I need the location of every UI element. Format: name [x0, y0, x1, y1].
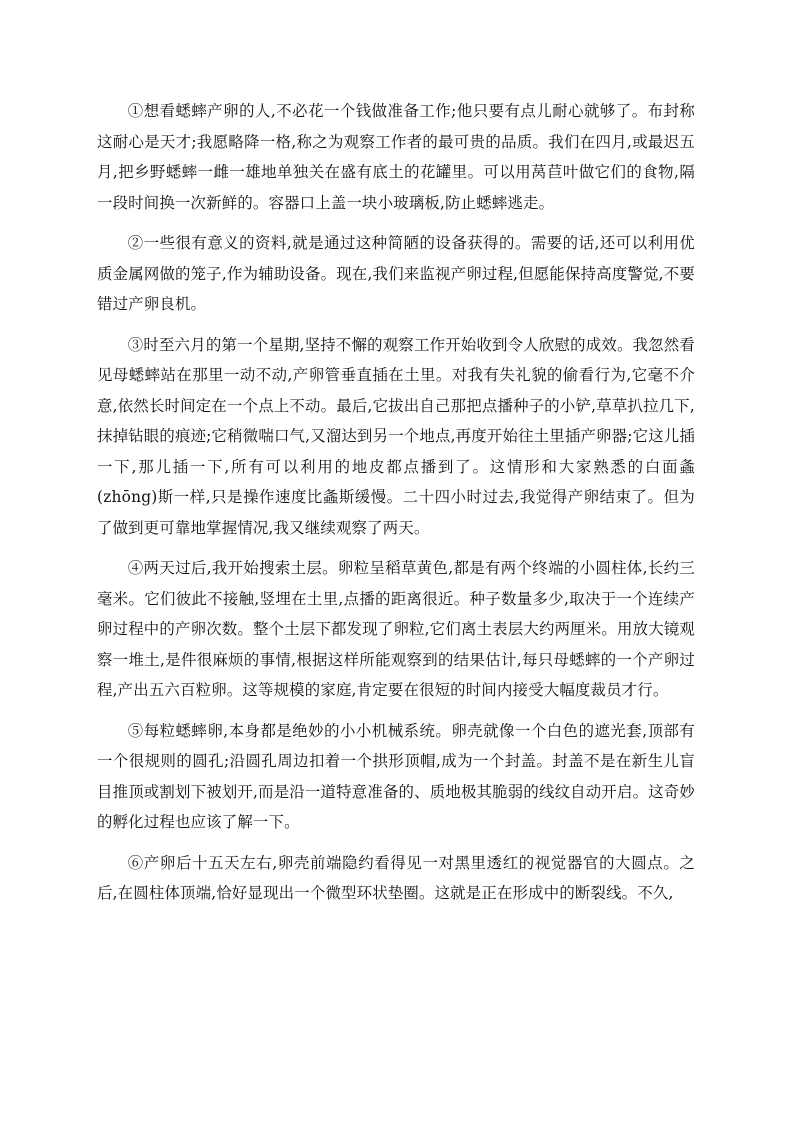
paragraph-5: ⑤每粒蟋蟀卵,本身都是绝妙的小小机械系统。卵壳就像一个白色的遮光套,顶部有一个很规则的圆孔;沿圆孔周边扣着一个拱形顶帽,成为一个封盖。封盖不是在新生儿盲目推顶或割划下被划开,而是沿一道特意准备的、质地极其脆弱的线纹自动开启。这奇妙的孵化过程也应该了解一下。	[97, 721, 695, 831]
paragraph-4: ④两天过后,我开始搜索土层。卵粒呈稻草黄色,都是有两个终端的小圆柱体,长约三毫米。它们彼此不接触,竖埋在土里,点播的距离很近。种子数量多少,取决于一个连续产卵过程中的产卵次数。整个土层下都发现了卵粒,它们离土表层大约两厘米。用放大镜观察一堆土,是件很麻烦的事情,根据这样所能观察到的结果估计,每只母蟋蟀的一个产卵过程,产出五六百粒卵。这等规模的家庭,肯定要在很短的时间内接受大幅度裁员才行。	[97, 559, 695, 699]
paragraph-1: ①想看蟋蟀产卵的人,不必花一个钱做准备工作;他只要有点儿耐心就够了。布封称这耐心是天才;我愿略降一格,称之为观察工作者的最可贵的品质。我们在四月,或最迟五月,把乡野蟋蟀一雌一雄地单独关在盛有底土的花罐里。可以用莴苣叶做它们的食物,隔一段时间换一次新鲜的。容器口上盖一块小玻璃板,防止蟋蟀逃走。	[97, 102, 695, 212]
paragraph-2: ②一些很有意义的资料,就是通过这种简陋的设备获得的。需要的话,还可以利用优质金属网做的笼子,作为辅助设备。现在,我们来监视产卵过程,但愿能保持高度警觉,不要错过产卵良机。	[97, 234, 695, 313]
document-page	[97, 96, 695, 919]
paragraph-3: ③时至六月的第一个星期,坚持不懈的观察工作开始收到令人欣慰的成效。我忽然看见母蟋蟀站在那里一动不动,产卵管垂直插在土里。对我有失礼貌的偷看行为,它毫不介意,依然长时间定在一个点上不动。最后,它拔出自己那把点播种子的小铲,草草扒拉几下,抹掉钻眼的痕迹;它稍微喘口气,又溜达到另一个地点,再度开始往土里插产卵器;它这儿插一下,那儿插一下,所有可以利用的地皮都点播到了。这情形和大家熟悉的白面螽(zhōng)斯一样,只是操作速度比螽斯缓慢。二十四小时过去,我觉得产卵结束了。但为了做到更可靠地掌握情况,我又继续观察了两天。	[97, 335, 695, 537]
paragraph-6: ⑥产卵后十五天左右,卵壳前端隐约看得见一对黑里透红的视觉器官的大圆点。之后,在圆柱体顶端,恰好显现出一个微型环状垫圈。这就是正在形成中的断裂线。不久,	[97, 853, 695, 902]
